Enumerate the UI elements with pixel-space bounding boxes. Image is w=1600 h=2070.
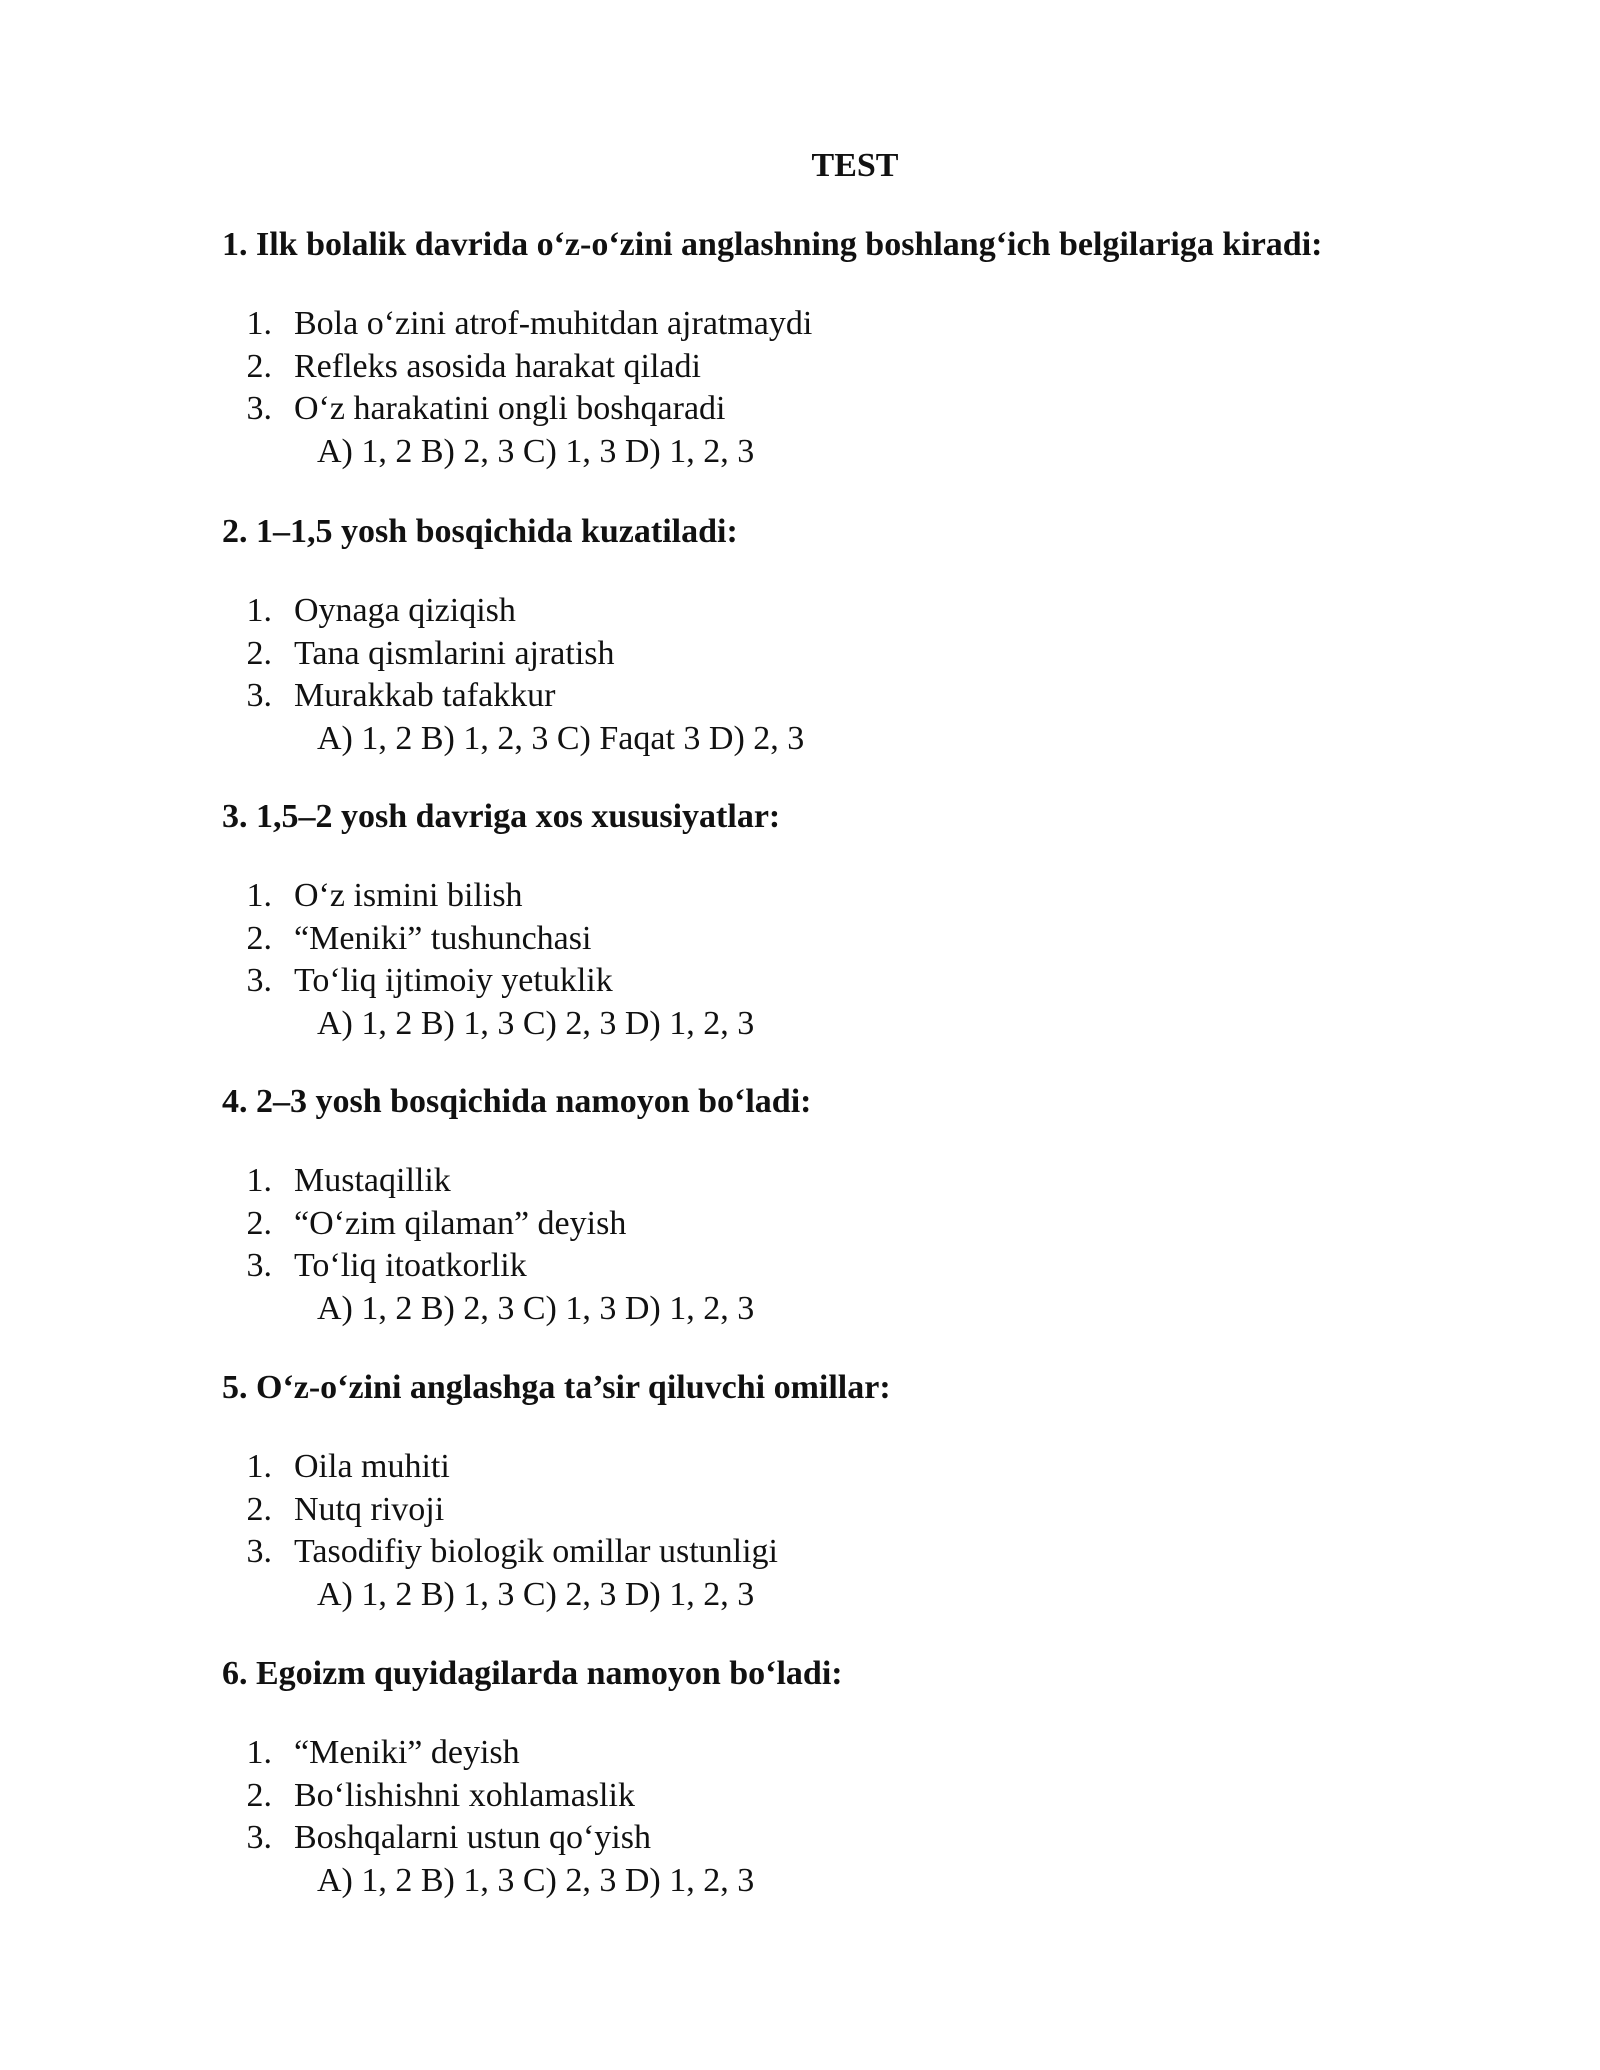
option-text: Mustaqillik bbox=[294, 1162, 451, 1199]
option-text: “Meniki” deyish bbox=[294, 1734, 520, 1771]
option-text: Oila muhiti bbox=[294, 1448, 450, 1485]
option-number: 2. bbox=[246, 919, 272, 957]
option-item bbox=[222, 1160, 1522, 1203]
answer-choices: A) 1, 2 B) 1, 3 C) 2, 3 D) 1, 2, 3 bbox=[317, 1575, 755, 1613]
option-number: 2. bbox=[246, 1204, 272, 1242]
option-number: 1. bbox=[246, 305, 272, 342]
option-text: Nutq rivoji bbox=[294, 1490, 445, 1528]
option-list bbox=[222, 875, 1522, 1003]
option-number: 3. bbox=[246, 1533, 272, 1570]
option-text: Murakkab tafakkur bbox=[294, 677, 556, 714]
option-item bbox=[222, 1489, 1522, 1532]
question-6 bbox=[222, 1654, 1522, 1902]
option-text: Tana qismlarini ajratish bbox=[294, 634, 615, 672]
question-2 bbox=[222, 512, 1522, 760]
option-item bbox=[222, 918, 1522, 961]
option-list bbox=[222, 1446, 1522, 1574]
option-item bbox=[222, 1732, 1522, 1775]
option-item bbox=[222, 1203, 1522, 1246]
answer-choices: A) 1, 2 B) 2, 3 C) 1, 3 D) 1, 2, 3 bbox=[317, 432, 755, 470]
option-number: 1. bbox=[246, 1448, 272, 1485]
option-list bbox=[222, 1160, 1522, 1288]
option-item bbox=[222, 303, 1522, 346]
question-heading: 3. 1,5–2 yosh davriga xos xususiyatlar: bbox=[222, 798, 781, 835]
question-heading: 1. Ilk bolalik davrida o‘z-o‘zini anglashning boshlang‘ich belgilariga kiradi: bbox=[222, 226, 1323, 263]
option-text: Oynaga qiziqish bbox=[294, 592, 516, 629]
document-title: TEST bbox=[811, 147, 899, 184]
option-item bbox=[222, 346, 1522, 389]
option-text: Refleks asosida harakat qiladi bbox=[294, 347, 701, 385]
option-number: 3. bbox=[246, 390, 272, 427]
option-number: 3. bbox=[246, 962, 272, 999]
option-item bbox=[222, 1775, 1522, 1818]
question-heading: 2. 1–1,5 yosh bosqichida kuzatiladi: bbox=[222, 513, 738, 550]
option-text: Boshqalarni ustun qo‘yish bbox=[294, 1819, 651, 1856]
option-list bbox=[222, 590, 1522, 718]
answer-choices: A) 1, 2 B) 1, 3 C) 2, 3 D) 1, 2, 3 bbox=[317, 1861, 755, 1899]
option-number: 2. bbox=[246, 1490, 272, 1528]
option-item bbox=[222, 633, 1522, 676]
option-text: “Meniki” tushunchasi bbox=[294, 919, 592, 957]
option-text: Tasodifiy biologik omillar ustunligi bbox=[294, 1533, 778, 1570]
option-item bbox=[222, 675, 1522, 718]
option-item bbox=[222, 960, 1522, 1003]
option-text: O‘z harakatini ongli boshqaradi bbox=[294, 390, 726, 427]
option-number: 1. bbox=[246, 1734, 272, 1771]
option-text: Bo‘lishishni xohlamaslik bbox=[294, 1776, 635, 1814]
question-4 bbox=[222, 1082, 1522, 1330]
answer-choices: A) 1, 2 B) 2, 3 C) 1, 3 D) 1, 2, 3 bbox=[317, 1289, 755, 1327]
question-heading: 6. Egoizm quyidagilarda namoyon bo‘ladi: bbox=[222, 1655, 843, 1692]
option-text: Bola o‘zini atrof-muhitdan ajratmaydi bbox=[294, 305, 813, 342]
question-3 bbox=[222, 797, 1522, 1045]
question-heading: 5. O‘z-o‘zini anglashga ta’sir qiluvchi omillar: bbox=[222, 1369, 891, 1406]
option-item bbox=[222, 875, 1522, 918]
option-number: 2. bbox=[246, 347, 272, 385]
question-1 bbox=[222, 225, 1522, 473]
option-item bbox=[222, 590, 1522, 633]
option-text: To‘liq ijtimoiy yetuklik bbox=[294, 962, 613, 999]
option-number: 1. bbox=[246, 1162, 272, 1199]
option-number: 2. bbox=[246, 634, 272, 672]
option-number: 2. bbox=[246, 1776, 272, 1814]
option-text: O‘z ismini bilish bbox=[294, 877, 523, 914]
option-item bbox=[222, 1245, 1522, 1288]
option-number: 3. bbox=[246, 1819, 272, 1856]
option-number: 3. bbox=[246, 677, 272, 714]
option-item bbox=[222, 1817, 1522, 1860]
option-number: 1. bbox=[246, 877, 272, 914]
option-list bbox=[222, 1732, 1522, 1860]
question-heading: 4. 2–3 yosh bosqichida namoyon bo‘ladi: bbox=[222, 1083, 812, 1120]
option-item bbox=[222, 388, 1522, 431]
option-text: “O‘zim qilaman” deyish bbox=[294, 1204, 627, 1242]
option-number: 3. bbox=[246, 1247, 272, 1284]
question-5 bbox=[222, 1368, 1522, 1616]
option-list bbox=[222, 303, 1522, 431]
answer-choices: A) 1, 2 B) 1, 3 C) 2, 3 D) 1, 2, 3 bbox=[317, 1004, 755, 1042]
option-item bbox=[222, 1531, 1522, 1574]
answer-choices: A) 1, 2 B) 1, 2, 3 C) Faqat 3 D) 2, 3 bbox=[317, 719, 805, 757]
option-text: To‘liq itoatkorlik bbox=[294, 1247, 527, 1284]
option-number: 1. bbox=[246, 592, 272, 629]
option-item bbox=[222, 1446, 1522, 1489]
